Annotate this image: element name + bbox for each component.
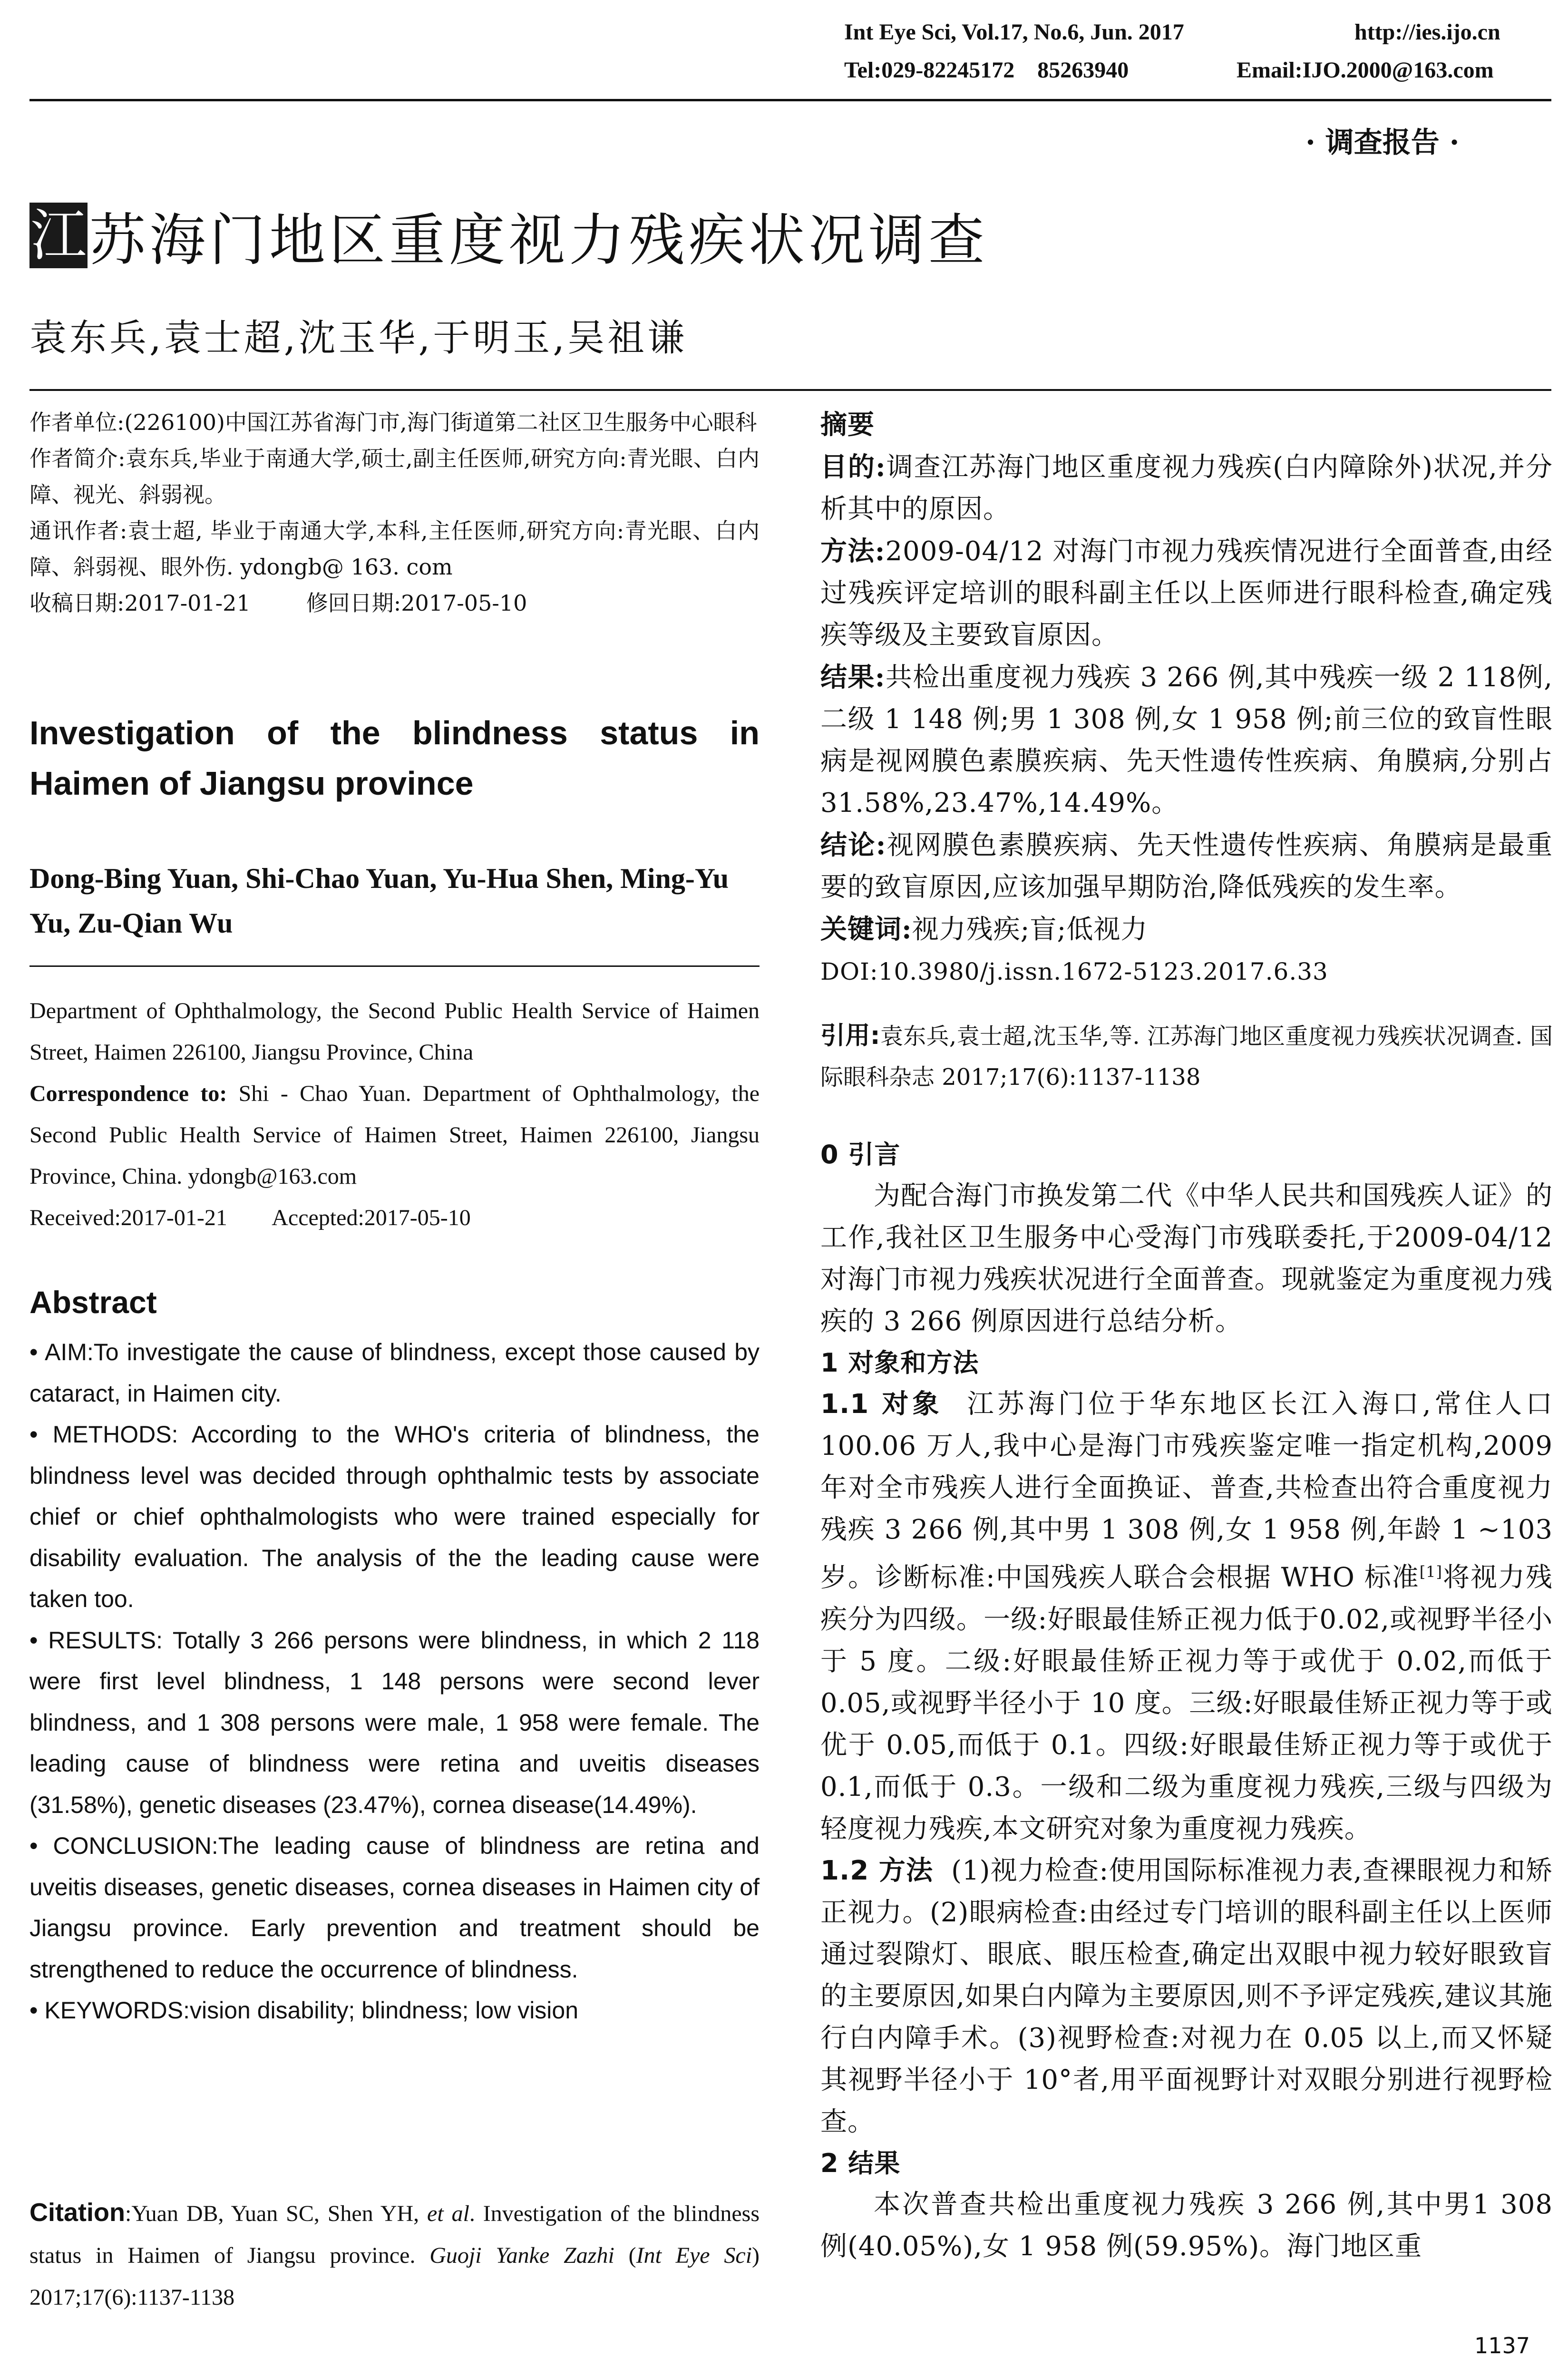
authors-cn: 袁东兵,袁士超,沈玉华,于明玉,吴祖谦 — [29, 317, 688, 360]
main-body — [820, 1134, 1562, 2268]
doi: DOI:10.3980/j.issn.1672-5123.2017.6.33 — [820, 958, 1328, 985]
abstract-methods: • METHODS: According to the WHO's criteria of blindness, the blindness level was decided through ophthalmic tests by associate chief or chief ophthalmologists who were trained especially for disability evaluation. The analysis of the the leading cause were taken too. — [29, 1421, 760, 1612]
section-1-heading: 1 对象和方法 — [820, 1348, 979, 1378]
received-dates: 收稿日期:2017-01-21 修回日期:2017-05-10 — [29, 590, 527, 616]
abstract-aim-cn: 目的:调查江苏海门地区重度视力残疾(白内障除外)状况,并分析其中的原因。 — [820, 451, 1553, 525]
journal-url: http://ies.ijo.cn — [1354, 19, 1500, 45]
abstract-results: • RESULTS: Totally 3 266 persons were blindness, in which 2 118 were first level blindness, 1 148 persons were second lever blindness, and 1 308 persons were male, 1 958 were female. The leading cause of blindness were retina and uveitis diseases (31.58%), genetic diseases (23.47%), cornea disease(14.49%). — [29, 1627, 760, 1818]
cn-meta-block — [29, 404, 760, 621]
english-affiliation-block — [29, 990, 760, 1238]
abstract-result-cn: 结果:共检出重度视力残疾 3 266 例,其中残疾一级 2 118例,二级 1 148 例;男 1 308 例,女 1 958 例;前三位的致盲性眼病是视网膜色素膜疾病、先天性遗传性疾病、角膜病,分别占 31.58%,23.47%,14.49%。 — [820, 662, 1553, 818]
correspondence-label: Correspondence to: — [29, 1081, 227, 1106]
abstract-conclusion: • CONCLUSION:The leading cause of blindness are retina and uveitis diseases, genetic diseases, cornea diseases in Haimen city of Jiangsu province. Early prevention and treatment should be strengthened to reduce the occurrence of blindness. — [29, 1832, 760, 1983]
section-0-heading: 0 引言 — [820, 1140, 901, 1169]
title-text: 苏海门地区重度视力残疾状况调查 — [89, 207, 989, 273]
section-2-paragraph: 本次普查共检出重度视力残疾 3 266 例,其中男1 308 例(40.05%),女 1 958 例(59.95%)。海门地区重 — [820, 2189, 1553, 2262]
chinese-abstract — [820, 404, 1553, 993]
abstract-aim: • AIM:To investigate the cause of blindness, except those caused by cataract, in Haimen city. — [29, 1339, 760, 1407]
abstract-method-cn: 方法:2009-04/12 对海门市视力残疾情况进行全面普查,由经过残疾评定培训的眼科副主任以上医师进行眼科检查,确定残疾等级及主要致盲原因。 — [820, 536, 1553, 651]
english-citation: Citation:Yuan DB, Yuan SC, Shen YH, et al. Investigation of the blindness status in Haimen of Jiangsu province. Guoji Yanke Zazhi (Int Eye Sci) 2017;17(6):1137-1138 — [29, 2198, 760, 2310]
keywords-cn: 关键词:视力残疾;盲;低视力 — [820, 914, 1148, 945]
article-category: · 调查报告 · — [1305, 126, 1460, 159]
title-drop-char: 江 — [30, 203, 87, 268]
english-correspondence: Correspondence to: Shi - Chao Yuan. Department of Ophthalmology, the Second Public Health Service of Haimen Street, Haimen 226100, Jiangsu Province, China. ydongb@163.com — [29, 1081, 760, 1189]
affiliation: 作者单位:(226100)中国江苏省海门市,海门街道第二社区卫生服务中心眼科 — [29, 409, 757, 435]
abstract-conclusion-cn: 结论:视网膜色素膜疾病、先天性遗传性疾病、角膜病是最重要的致盲原因,应该加强早期防治,降低残疾的发生率。 — [820, 829, 1553, 903]
journal-email: Email:IJO.2000@163.com — [1237, 58, 1494, 83]
section-0-paragraph: 为配合海门市换发第二代《中华人民共和国残疾人证》的工作,我社区卫生服务中心受海门市残联委托,于2009-04/12 对海门市视力残疾状况进行全面普查。现就鉴定为重度视力残疾的 3 266 例原因进行总结分析。 — [820, 1180, 1553, 1337]
citation-label: Citation — [29, 2198, 125, 2227]
english-department: Department of Ophthalmology, the Second Public Health Service of Haimen Street, Haimen 226100, Jiangsu Province, China — [29, 998, 760, 1065]
author-bio: 作者简介:袁东兵,毕业于南通大学,硕士,副主任医师,研究方向:青光眼、白内障、视光、斜弱视。 — [29, 446, 760, 507]
section-1-1-label: 1.1 对象 — [820, 1389, 943, 1420]
section-1-2-label: 1.2 方法 — [820, 1855, 934, 1886]
article-title — [29, 200, 988, 271]
corresponding-author: 通讯作者:袁士超, 毕业于南通大学,本科,主任医师,研究方向:青光眼、白内障、斜弱视、眼外伤. ydongb@ 163. com — [29, 518, 760, 580]
zhaiyao-heading: 摘要 — [820, 409, 875, 440]
reference-1: [1] — [1419, 1563, 1443, 1581]
journal-info: Int Eye Sci, Vol.17, No.6, Jun. 2017 — [844, 19, 1184, 45]
abstract-keywords: • KEYWORDS:vision disability; blindness; low vision — [29, 1997, 579, 2024]
section-1-1-paragraph: 1.1 对象 江苏海门位于华东地区长江入海口,常住人口 100.06 万人,我中心是海门市残疾鉴定唯一指定机构,2009 年对全市残疾人进行全面换证、普查,共检查出符合重度视力残疾 3 266 例,其中男 1 308 例,女 1 958 例,年龄 1 ~103 岁。诊断标准:中国残疾人联合会根据 WHO 标准[1]将视力残疾分为四级。一级:好眼最佳矫正视力低于0.02,或视野半径小于 5 度。二级:好眼最佳矫正视力等于或优于 0.02,而低于 0.05,或视野半径小于 10 度。三级:好眼最佳矫正视力等于或优于 0.05,而低于 0.1。四级:好眼最佳矫正视力等于或优于 0.1,而低于 0.3。一级和二级为重度视力残疾,三级与四级为轻度视力残疾,本文研究对象为重度视力残疾。 — [820, 1389, 1562, 1844]
page-number: 1137 — [1474, 2333, 1530, 2358]
english-authors-rule — [29, 965, 760, 967]
authors-rule — [29, 389, 1551, 391]
citation-cn: 引用:袁东兵,袁士超,沈玉华,等. 江苏海门地区重度视力残疾状况调查. 国际眼科杂志 2017;17(6):1137-1138 — [820, 1022, 1553, 1091]
english-authors: Dong-Bing Yuan, Shi-Chao Yuan, Yu-Hua Shen, Ming-Yu Yu, Zu-Qian Wu — [29, 863, 729, 939]
section-1-2-paragraph: 1.2 方法 (1)视力检查:使用国际标准视力表,查裸眼视力和矫正视力。(2)眼病检查:由经过专门培训的眼科副主任以上医师通过裂隙灯、眼底、眼压检查,确定出双眼中视力较好眼致盲的主要原因,如果白内障为主要原因,则不予评定残疾,建议其施行白内障手术。(3)视野检查:对视力在 0.05 以上,而又怀疑其视野半径小于 10°者,用平面视野计对双眼分别进行视野检查。 — [820, 1855, 1553, 2137]
section-2-heading: 2 结果 — [820, 2148, 901, 2178]
english-title: Investigation of the blindness status in Haimen of Jiangsu province — [29, 714, 760, 802]
journal-tel: Tel:029-82245172 85263940 — [844, 58, 1129, 83]
english-abstract — [29, 1332, 760, 2031]
abstract-heading: Abstract — [29, 1285, 157, 1320]
english-dates: Received:2017-01-21 Accepted:2017-05-10 — [29, 1205, 471, 1230]
header-rule — [29, 99, 1551, 101]
